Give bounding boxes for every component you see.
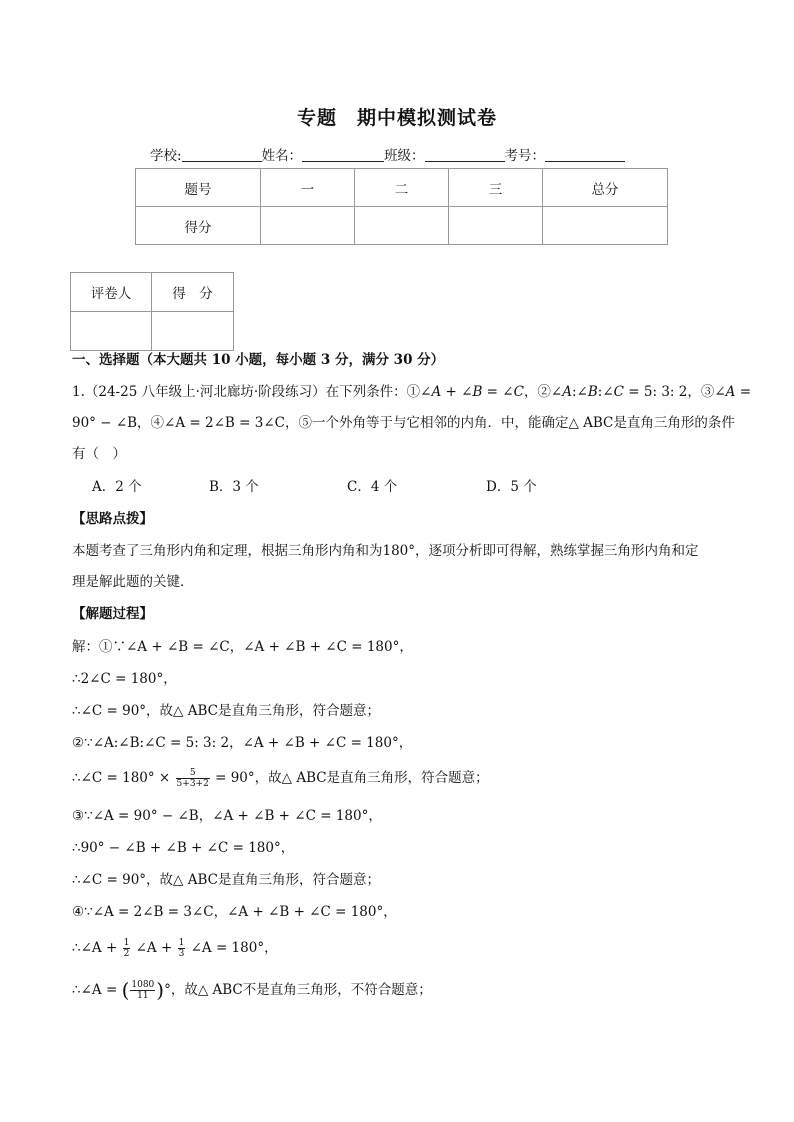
fraction-denominator: 2 xyxy=(123,949,130,959)
solution-line: 解：①∵∠A + ∠B = ∠C，∠A + ∠B + ∠C = 180°， xyxy=(72,639,413,655)
q1-text: = xyxy=(735,384,752,400)
q1-var: C xyxy=(513,384,524,400)
q1-var: B xyxy=(472,384,483,400)
solution-line: ∴∠C = 90°，故△ ABC是直角三角形，符合题意； xyxy=(72,872,380,888)
q1-text: = ∠ xyxy=(482,384,514,400)
student-info-line xyxy=(150,144,625,164)
q1-text: :∠ xyxy=(597,384,614,400)
fraction-denominator: 3 xyxy=(178,949,185,959)
fraction xyxy=(123,938,131,959)
solution-line: ∴2∠C = 180°， xyxy=(72,671,177,687)
score-cell[interactable] xyxy=(355,207,449,245)
solution-line-fraction xyxy=(72,980,432,1001)
score-row-label: 得分 xyxy=(136,207,261,245)
school-blank xyxy=(182,147,262,162)
hint-text-line-2: 理是解此题的关键． xyxy=(72,574,194,590)
score-cell[interactable] xyxy=(543,207,668,245)
name-blank xyxy=(302,147,384,162)
q1-text: ，②∠ xyxy=(523,384,563,400)
grader-cell[interactable] xyxy=(71,312,152,351)
option-a: A．2 个 xyxy=(92,479,142,495)
right-paren: ) xyxy=(156,978,165,1002)
solution-line-fraction xyxy=(72,938,278,959)
score-table xyxy=(135,168,668,245)
fraction xyxy=(130,980,155,1001)
hint-heading: 【思路点拨】 xyxy=(72,511,153,527)
q1-var: A xyxy=(562,384,572,400)
hint-text-line-1: 本题考查了三角形内角和定理，根据三角形内角和为180°，逐项分析即可得解，熟练掌握三角形内角和定 xyxy=(72,543,699,559)
score-header-cell: 三 xyxy=(449,169,543,207)
solution-line-fraction xyxy=(72,768,489,789)
exam-no-blank xyxy=(545,147,625,162)
option-b: B．3 个 xyxy=(209,479,259,495)
fraction-numerator: 1080 xyxy=(131,980,155,990)
score-cell[interactable] xyxy=(261,207,355,245)
option-c: C．4 个 xyxy=(347,479,398,495)
solution-text: = 90°，故△ ABC是直角三角形，符合题意； xyxy=(215,770,489,786)
fraction xyxy=(178,938,186,959)
score-header-cell: 总分 xyxy=(543,169,668,207)
q1-text: 1.（24-25 八年级上·河北廊坊·阶段练习）在下列条件：①∠ xyxy=(72,384,432,400)
q1-var: A xyxy=(431,384,442,400)
solution-text: ∠A + xyxy=(135,940,173,956)
solution-line: ③∵∠A = 90° − ∠B，∠A + ∠B + ∠C = 180°， xyxy=(72,808,382,824)
solution-line: ∴∠C = 90°，故△ ABC是直角三角形，符合题意； xyxy=(72,703,380,719)
q1-var: C xyxy=(613,384,625,400)
question-1-line-1 xyxy=(72,384,751,400)
solution-line: ②∵∠A:∠B:∠C = 5: 3: 2，∠A + ∠B + ∠C = 180°， xyxy=(72,735,413,751)
fraction-numerator: 1 xyxy=(178,938,185,948)
solution-text: ∴∠A = xyxy=(72,982,118,998)
name-label: 姓名： xyxy=(261,148,303,164)
question-1-line-3: 有（ ） xyxy=(72,446,126,462)
score-table-header-row xyxy=(136,169,668,207)
solution-text: °，故△ ABC不是直角三角形，不符合题意； xyxy=(164,982,432,998)
question-1-line-2: 90° − ∠B，④∠A = 2∠B = 3∠C，⑤一个外角等于与它相邻的内角．中，能确定△ ABC是直角三角形的条件 xyxy=(72,415,735,431)
grader-table-row xyxy=(71,312,234,351)
option-d: D．5 个 xyxy=(486,479,537,495)
solution-line: ∴90° − ∠B + ∠B + ∠C = 180°， xyxy=(72,840,295,856)
exam-no-label: 考号： xyxy=(504,148,546,164)
fraction-denominator: 5+3+2 xyxy=(176,779,209,789)
grader-score-cell[interactable] xyxy=(152,312,234,351)
fraction xyxy=(176,768,210,789)
fraction-denominator: 11 xyxy=(137,991,149,1001)
solution-text: ∴∠C = 180° × xyxy=(72,770,171,786)
fraction-numerator: 5 xyxy=(176,768,210,779)
grader-table-header-row xyxy=(71,273,234,312)
grader-table xyxy=(70,272,234,351)
q1-var: A xyxy=(725,384,736,400)
score-header-cell: 二 xyxy=(355,169,449,207)
q1-var: B xyxy=(587,384,598,400)
section-heading: 一、选择题（本大题共 10 小题，每小题 3 分，满分 30 分） xyxy=(72,352,445,368)
grader-score-label: 得 分 xyxy=(152,273,234,312)
solution-line: ④∵∠A = 2∠B = 3∠C，∠A + ∠B + ∠C = 180°， xyxy=(72,904,397,920)
solution-heading: 【解题过程】 xyxy=(72,606,153,622)
score-header-cell: 题号 xyxy=(136,169,261,207)
fraction-numerator: 1 xyxy=(123,938,130,948)
class-blank xyxy=(425,147,505,162)
school-label: 学校: xyxy=(150,148,182,164)
page-title: 专题 期中模拟测试卷 xyxy=(296,107,497,129)
score-cell[interactable] xyxy=(449,207,543,245)
score-header-cell: 一 xyxy=(261,169,355,207)
solution-text: ∠A = 180°， xyxy=(190,940,278,956)
left-paren: ( xyxy=(121,978,130,1002)
q1-text: :∠ xyxy=(572,384,588,400)
solution-text: ∴∠A + xyxy=(72,940,118,956)
class-label: 班级： xyxy=(384,148,425,164)
q1-text: + ∠ xyxy=(441,384,473,400)
grader-label: 评卷人 xyxy=(71,273,152,312)
q1-text: = 5: 3: 2，③∠ xyxy=(624,384,726,400)
score-table-row xyxy=(136,207,668,245)
